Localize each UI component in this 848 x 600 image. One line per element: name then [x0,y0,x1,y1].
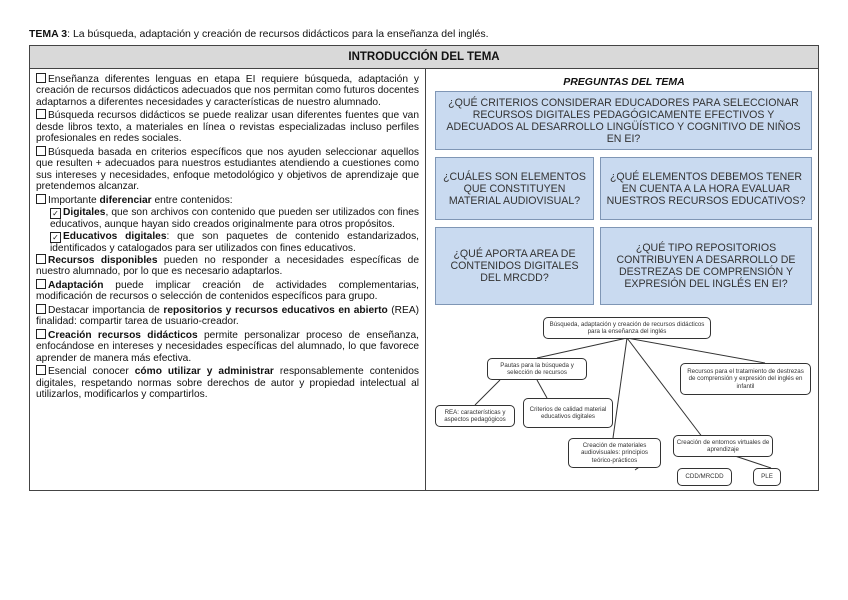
question-box-mrcdd: ¿QUÉ APORTA AREA DE CONTENIDOS DIGITALES DEL MRCDD? [435,227,594,305]
questions-heading: PREGUNTAS DEL TEMA [563,76,685,88]
concept-entornos: Creación de entornos virtuales de aprendizaje [673,435,773,457]
concept-ple: PLE [753,468,781,486]
question-box-criteria: ¿QUÉ CRITERIOS CONSIDERAR EDUCADORES PARA SELECCIONAR RECURSOS DIGITALES PEDAGÓGICAMENTE EFECTIVOS Y ADECUADOS AL DESARROLLO LINGÜÍSTICO Y COGNITIVO DE NIÑOS EN EI? [435,91,812,150]
concept-pautas: Pautas para la búsqueda y selección de recursos [487,358,587,380]
list-item: Recursos disponibles pueden no responder a necesidades específicas de nuestro alumnado, por lo que es necesario adaptarlos. [36,255,419,278]
concept-root: Búsqueda, adaptación y creación de recursos didácticos para la enseñanza del inglés [543,317,711,339]
list-item: Creación recursos didácticos permite personalizar proceso de enseñanza, enfocándose en intereses y necesidades específicas del alumnado, lo que favorece aprender de manera más efectiva. [36,330,419,364]
page-title-label: TEMA 3 [29,28,68,40]
question-box-evaluation: ¿QUÉ ELEMENTOS DEBEMOS TENER EN CUENTA A LA HORA EVALUAR NUESTROS RECURSOS EDUCATIVOS? [600,157,812,220]
list-item: Esencial conocer cómo utilizar y administrar responsablemente contenidos digitales, respetando normas sobre derechos de autor y propiedad intelectual al utilizarlos, modificarlos y compartirlos. [36,366,419,401]
topic-frame [29,45,819,491]
checked-box-icon: ✓ [50,208,61,219]
question-box-audiovisual: ¿CUÁLES SON ELEMENTOS QUE CONSTITUYEN MATERIAL AUDIOVISUAL? [435,157,594,220]
sub-list-item: ✓ Digitales, que son archivos con contenido que pueden ser utilizados con fines educativos, aunque hayan sido creados originalmente para otros propósitos. [50,207,419,231]
question-box-repositories: ¿QUÉ TIPO REPOSITORIOS CONTRIBUYEN A DESARROLLO DE DESTREZAS DE COMPRENSIÓN Y EXPRESIÓN DEL INGLÉS EN EI? [600,227,812,305]
concept-criterios: Criterios de calidad material educativos digitales [523,398,613,428]
checkbox-icon [36,254,46,264]
concept-recursos-destrezas: Recursos para el tratamiento de destrezas de comprensión y expresión del inglés en infantil [680,363,811,395]
checkbox-icon [36,279,46,289]
section-header: INTRODUCCIÓN DEL TEMA [30,46,818,69]
checked-box-icon: ✓ [50,232,61,243]
checkbox-icon [36,365,46,375]
checkbox-icon [36,194,46,204]
list-item: Búsqueda basada en criterios específicos que nos ayuden seleccionar aquellos que resulten + adecuados para nuestros estudiantes atendiendo a cuestiones como sus intereses y necesidades, enfoque metodológico y objetivos de aprendizaje que pretendemos alcanzar. [36,146,419,193]
checkbox-icon [36,329,46,339]
list-item: Adaptación puede implicar creación de actividades complementarias, modificación de recursos o selección de contenidos específicos para grupo. [36,280,419,303]
checkbox-icon [36,109,46,119]
questions-panel [430,68,818,490]
page-title [29,28,489,40]
page-title-text: : La búsqueda, adaptación y creación de recursos didácticos para la enseñanza del inglés. [67,28,489,40]
sub-list-item: ✓ Educativos digitales: que son paquetes de contenido estandarizados, identificados y catalogados para ser utilizados con fines educativos. [50,230,419,254]
introduction-list [36,73,419,402]
concept-creacion-materiales: Creación de materiales audiovisuales: principios teórico-prácticos [568,438,661,468]
checkbox-icon [36,304,46,314]
list-item: Búsqueda recursos didácticos se puede realizar usan diferentes fuentes que van desde libros texto, a materiales en línea o revistas especializadas incluso perfiles profesionales en redes sociales. [36,110,419,145]
column-divider [425,68,426,490]
checkbox-icon [36,73,46,83]
concept-cdd: CDD/MRCDD [677,468,732,486]
checkbox-icon [36,146,46,156]
list-item: Enseñanza diferentes lenguas en etapa EI requiere búsqueda, adaptación y creación de recursos didácticos adecuados que nos permitan como futuros docentes adaptarnos a diferentes necesidades y características de nuestro alumnado. [36,74,419,108]
list-item: Destacar importancia de repositorios y recursos educativos en abierto (REA) finalidad: compartir tarea de usuario-creador. [36,305,420,328]
list-item: Importante diferenciar entre contenidos: [36,194,419,206]
concept-rea: REA: características y aspectos pedagógicos [435,405,515,427]
